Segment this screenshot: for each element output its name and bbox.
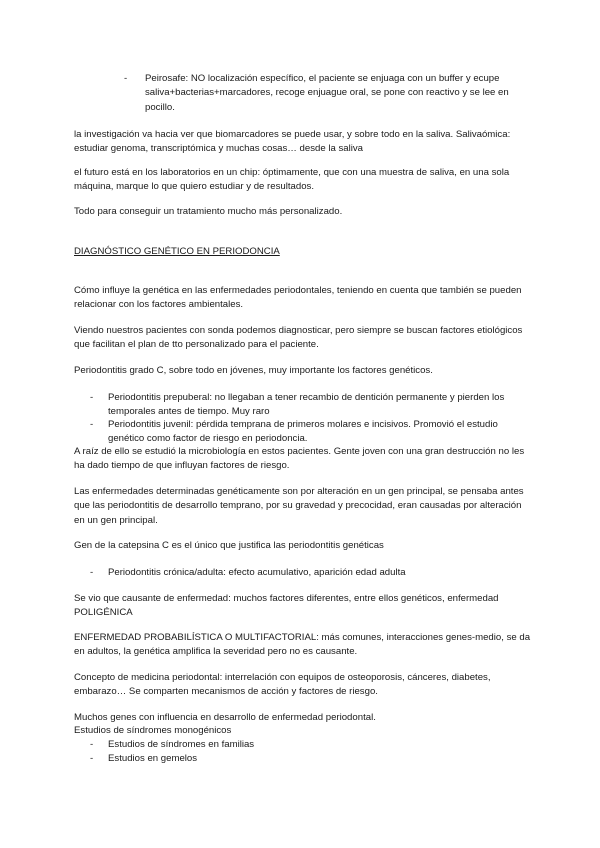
paragraph-raiz: A raíz de ello se estudió la microbiología en estos pacientes. Gente joven con una gran destrucción no les ha dado tiempo de que influyan factores de riesgo. [74, 446, 525, 472]
paragraph-viendo: Viendo nuestros pacientes con sonda podemos diagnosticar, pero siempre se buscan factores etiológicos que facilitan el plan de tto personalizado para el paciente. [74, 325, 523, 351]
prepuberal-text: Periodontitis prepuberal: no llegaban a tener recambio de dentición permanente y pierden los temporales antes de tiempo. Muy raro [108, 392, 505, 418]
bullet-dash: - [90, 567, 94, 578]
cronica-text: Periodontitis crónica/adulta: efecto acumulativo, aparición edad adulta [108, 567, 406, 578]
bullet-dash: - [90, 753, 94, 764]
juvenil-text: Periodontitis juvenil: pérdida temprana de primeros molares e incisivos. Promovió el estudio genético como factor de riesgo en periodoncia. [108, 419, 498, 445]
familias-text: Estudios de síndromes en familias [108, 739, 255, 750]
paragraph-enfermedades: Las enfermedades determinadas genéticamente son por alteración en un gen principal, se pensaba antes que las periodontitis de desarrollo temprano, por su gravedad y precocidad, eran causadas por alteración en un gen principal. [74, 486, 524, 526]
paragraph-sevio: Se vio que causante de enfermedad: muchos factores diferentes, entre ellos genéticos, enfermedad POLIGÉNICA [74, 593, 499, 619]
bullet-dash: - [90, 419, 94, 430]
paragraph-concepto: Concepto de medicina periodontal: interrelación con equipos de osteoporosis, cánceres, diabetes, embarazo… Se comparten mecanismos de acción y factores de riesgo. [74, 672, 491, 698]
bullet-dash: - [90, 739, 94, 750]
paragraph-catepsina: Gen de la catepsina C es el único que justifica las periodontitis genéticas [74, 540, 384, 551]
paragraph-muchos: Muchos genes con influencia en desarrollo de enfermedad periodontal. [74, 712, 376, 723]
gemelos-text: Estudios en gemelos [108, 753, 198, 764]
peirosafe-text: Peirosafe: NO localización específico, el paciente se enjuaga con un buffer y ecupe saliva+bacterias+marcadores, recoge enjuague oral, se pone con reactivo y se lee en pocillo. [145, 73, 509, 113]
paragraph-grado: Periodontitis grado C, sobre todo en jóvenes, muy importante los factores genéticos. [74, 365, 433, 376]
paragraph-probabilistica: ENFERMEDAD PROBABILÍSTICA O MULTIFACTORIAL: más comunes, interacciones genes-medio, se da en adultos, la genética amplifica la severidad pero no es causante. [74, 632, 531, 658]
bullet-dash: - [124, 73, 128, 84]
paragraph-monogenicos: Estudios de síndromes monogénicos [74, 725, 232, 736]
paragraph-como: Cómo influye la genética en las enfermedades periodontales, teniendo en cuenta que también se pueden relacionar con los factores ambientales. [74, 285, 522, 311]
bullet-dash: - [90, 392, 94, 403]
section-heading: DIAGNÓSTICO GENÉTICO EN PERIODONCIA [74, 246, 280, 257]
paragraph-todo: Todo para conseguir un tratamiento mucho más personalizado. [74, 206, 343, 217]
paragraph-investigacion: la investigación va hacia ver que biomarcadores se puede usar, y sobre todo en la saliva. Salivaómica: estudiar genoma, transcriptómica y muchas cosas… desde la saliva [74, 129, 511, 155]
paragraph-futuro: el futuro está en los laboratorios en un chip: óptimamente, que con una muestra de saliva, en una sola máquina, marque lo que quiero estudiar y de resultados. [74, 167, 510, 193]
